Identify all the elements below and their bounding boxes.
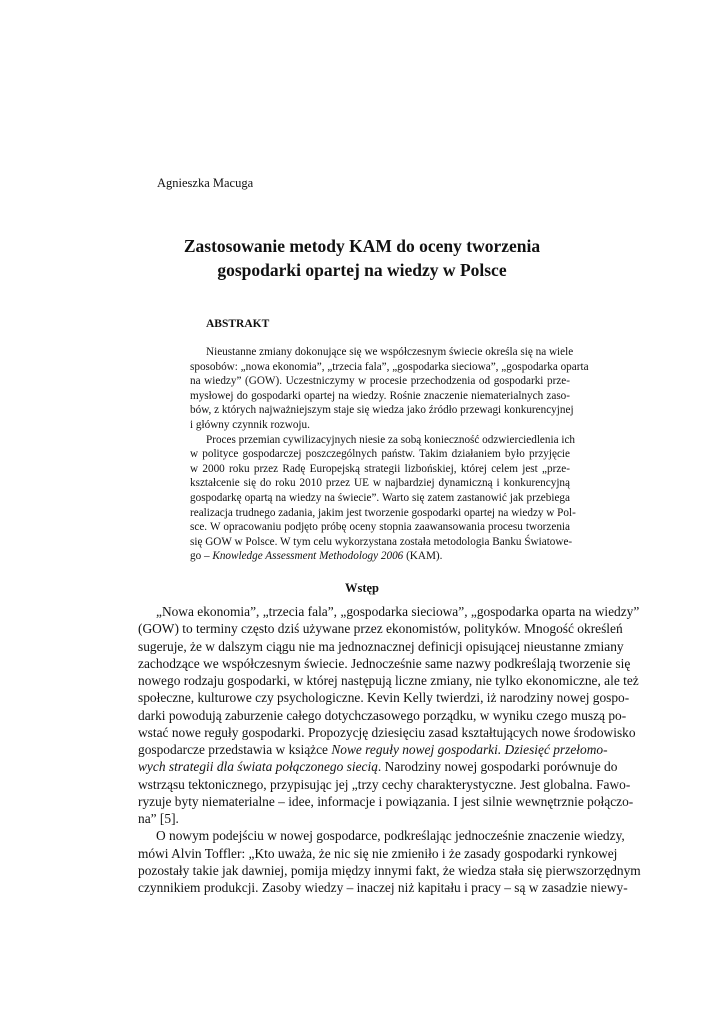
abstract-line: mysłowej do gospodarki opartej na wiedzy. Rośnie znaczenie niematerialnych zaso- (190, 389, 570, 402)
body-line: ryzuje byty niematerialne – idee, informacje i powiązania. I jest silnie wewnętrznie połączo- (138, 793, 634, 809)
body-line (138, 741, 608, 758)
abstract-line (190, 549, 570, 564)
body-line: wstać nowe reguły gospodarki. Propozycję dziesięciu zasad kształtujących nowe środowisko (138, 724, 636, 740)
abstract-heading: ABSTRAKT (206, 318, 270, 330)
body-paragraph-1 (138, 603, 640, 827)
book-title-italic: Nowe reguły nowej gospodarki. Dziesięć przełomo- (331, 742, 608, 757)
abstract-line: bów, z których najważniejszym staje się wiedza jako źródło przewagi konkurencyjnej (190, 404, 574, 417)
title-line-2: gospodarki opartej na wiedzy w Polsce (217, 260, 507, 280)
abstract-line: Proces przemian cywilizacyjnych niesie za sobą konieczność odzwierciedlenia ich (206, 433, 576, 446)
abstract-line: się GOW w Polsce. W tym celu wykorzystana została metodologia Banku Światowe- (190, 535, 573, 548)
abstract-line: w 2000 roku przez Radę Europejską strategii lizbońskiej, której celem jest „prze- (190, 462, 570, 475)
abstract-line: sce. W opracowaniu podjęto próbę oceny stopnia zaawansowania procesu tworzenia (190, 521, 570, 534)
abstract-line: gospodarkę opartą na wiedzy na świecie”. Warto się zatem zastanowić jak przebiega (190, 491, 570, 504)
abstract-line: w polityce gospodarczej poszczególnych państw. Takim działaniem było przyjęcie (190, 448, 570, 461)
book-title-italic: wych strategii dla świata połączonego siecią (138, 759, 378, 775)
body-line: społeczne, kulturowe czy psychologiczne. Kevin Kelly twierdzi, iż narodziny nowej gospo- (138, 690, 630, 706)
body-line: (GOW) to terminy często dziś używane przez ekonomistów, polityków. Mnogość określeń (138, 621, 623, 637)
body-line: „Nowa ekonomia”, „trzecia fala”, „gospodarka sieciowa”, „gospodarka oparta na wiedzy” (156, 604, 640, 619)
section-body (138, 603, 641, 896)
body-line: czynnikiem produkcji. Zasoby wiedzy – inaczej niż kapitału i pracy – są w zasadzie niewy- (138, 880, 628, 895)
body-line (138, 758, 618, 775)
abstract-paragraph-1 (190, 345, 589, 433)
abstract-line: realizacja trudnego zadania, jakim jest tworzenie gospodarki opartej na wiedzy w Pol- (190, 506, 576, 519)
body-line: sugeruje, że w dalszym ciągu nie ma jednoznacznej definicji opisującej nieustanne zmiany (138, 638, 624, 654)
body-line: wstrząsu tektonicznego, przypisując jej „trzy cechy charakterystyczne. Jest globalna. Fawo- (138, 776, 631, 792)
body-line: nowego rodzaju gospodarki, w której następują liczne zmiany, nie tylko ekonomiczne, ale też (138, 673, 639, 688)
abstract-line: na wiedzy” (GOW). Uczestniczymy w procesie przechodzenia od gospodarki prze- (190, 375, 570, 388)
body-line: zachodzące we współczesnym świecie. Jednocześnie same nazwy podkreślają tworzenie się (138, 655, 631, 671)
section-heading: Wstęp (344, 581, 380, 595)
body-line: O nowym podejściu w nowej gospodarce, podkreślając jednocześnie znaczenie wiedzy, (156, 828, 625, 844)
abstract-line: kształcenie się do roku 2010 przez UE w najbardziej dynamiczną i konkurencyjną (190, 477, 570, 490)
abstract-text: go – (190, 550, 213, 563)
abstract-text: (KAM). (403, 550, 443, 563)
body-text: gospodarcze przedstawia w książce (138, 742, 332, 757)
abstract-body (190, 345, 589, 564)
body-line: mówi Alvin Toffler: „Kto uważa, że nic się nie zmieniło i że zasady gospodarki rynkowej (138, 845, 618, 861)
paper-title (150, 234, 574, 282)
author-name: Agnieszka Macuga (157, 176, 254, 190)
abstract-line: Nieustanne zmiany dokonujące się we współczesnym świecie określa się na wiele (206, 346, 574, 358)
abstract-line: i główny czynnik rozwoju. (190, 418, 310, 431)
body-line: na” [5]. (138, 811, 179, 826)
abstract-line: sposobów: „nowa ekonomia”, „trzecia fala”, „gospodarka sieciowa”, „gospodarka oparta (190, 360, 589, 373)
body-line: darki powodują zaburzenie całego dotychczasowego porządku, w wyniku czego muszą po- (138, 707, 627, 723)
body-line: pozostały takie jak dawniej, pomija między innymi fakt, że wiedza stała się pierwszorzędnym (138, 862, 641, 878)
abstract-paragraph-2 (190, 433, 576, 564)
body-paragraph-2 (138, 827, 641, 896)
body-text: . Narodziny nowej gospodarki porównuje do (377, 759, 618, 775)
title-line-1: Zastosowanie metody KAM do oceny tworzenia (183, 236, 541, 256)
kam-title-italic: Knowledge Assessment Methodology 2006 (212, 550, 404, 563)
